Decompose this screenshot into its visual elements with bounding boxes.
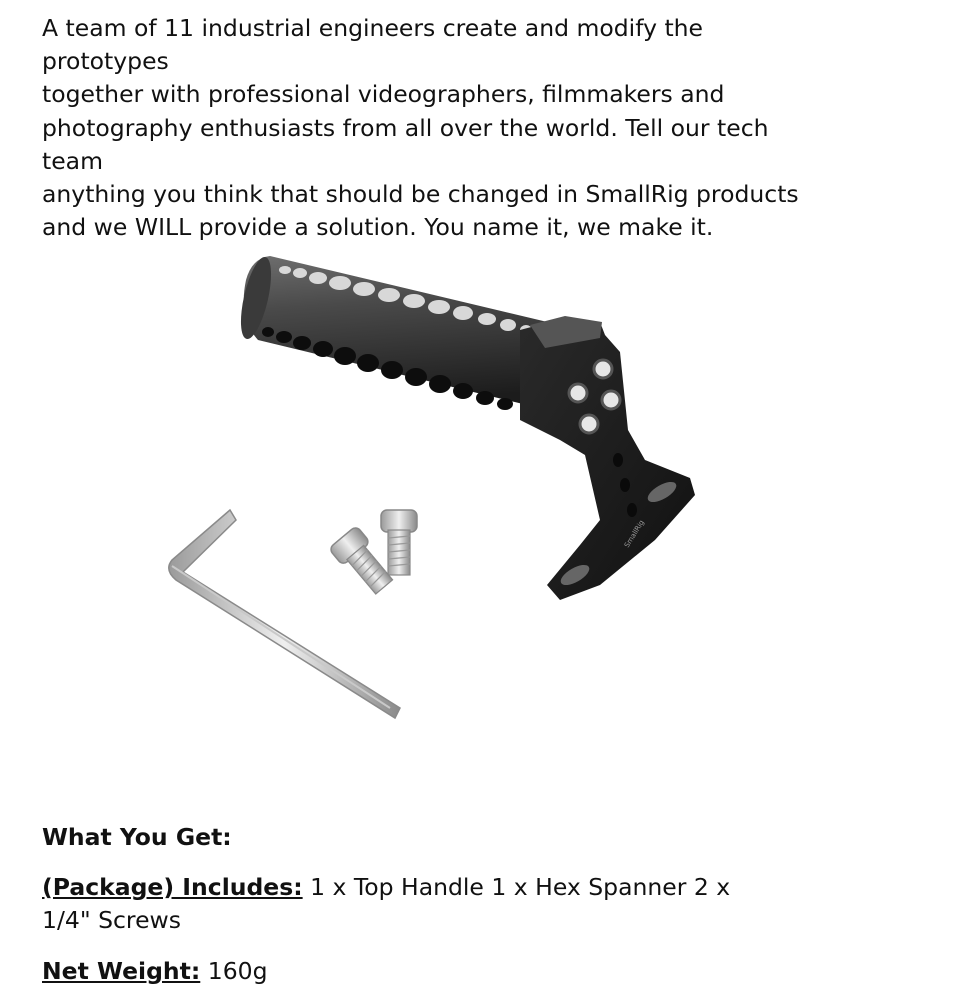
description-line: photography enthusiasts from all over the world. Tell our tech team [42, 113, 769, 175]
description-line: A team of 11 industrial engineers create and modify the prototypes [42, 14, 704, 76]
package-includes-label: (Package) Includes: [42, 873, 303, 901]
package-includes-value: 1 x Top Handle 1 x Hex Spanner 2 x 1/4" Screws [42, 873, 731, 935]
description-line: together with professional videographers, filmmakers and [42, 80, 725, 109]
what-you-get-heading: What You Get: [42, 823, 232, 851]
description-line: and we WILL provide a solution. You name it, we make it. [42, 213, 714, 242]
package-includes [42, 871, 782, 937]
brand-engraving: SmallRig [622, 518, 646, 550]
description-line: anything you think that should be changed in SmallRig products [42, 180, 799, 209]
net-weight-value: 160g [200, 957, 268, 985]
mount-bracket [520, 316, 695, 600]
top-handle-tube [235, 254, 560, 410]
net-weight-label: Net Weight: [42, 957, 201, 985]
product-image [150, 240, 720, 740]
net-weight [42, 955, 782, 988]
product-description [42, 12, 832, 244]
screw-icon [381, 510, 417, 575]
